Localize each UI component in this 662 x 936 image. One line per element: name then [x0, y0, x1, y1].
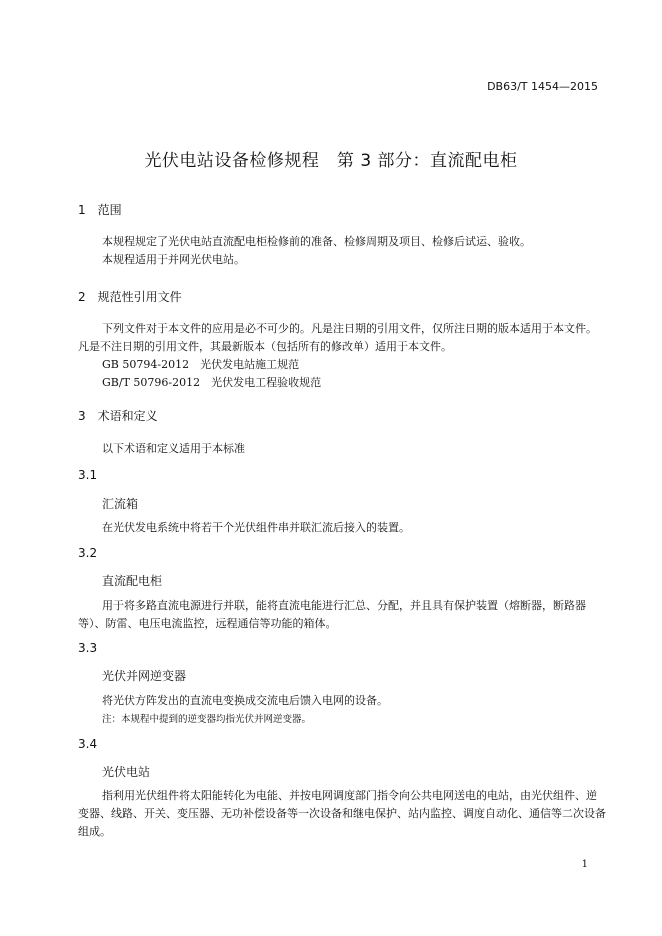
term-number: 3.3 [78, 641, 98, 655]
term-definition: 指利用光伏组件将太阳能转化为电能、并按电网调度部门指令向公共电网送电的电站，由光伏组件、逆变器、线路、开关、变压器、无功补偿设备等一次设备和继电保护、站内监控、调度自动化、通信等二次设备组成。 [78, 789, 606, 838]
term-definition: 用于将多路直流电源进行并联，能将直流电能进行汇总、分配，并且具有保护装置（熔断器，断路器等）、防雷、电压电流监控，远程通信等功能的箱体。 [78, 599, 586, 630]
term-definition: 在光伏发电系统中将若干个光伏组件串并联汇流后接入的装置。 [102, 521, 410, 534]
page-title: 光伏电站设备检修规程 第 3 部分：直流配电柜 [144, 151, 518, 171]
term-title: 汇流箱 [102, 497, 139, 511]
term-number: 3.2 [78, 546, 98, 560]
term-number: 3.4 [78, 737, 98, 751]
page-number: 1 [581, 859, 588, 870]
paragraph: 本规程规定了光伏电站直流配电柜检修前的准备、检修周期及项目、检修后试运、验收。 [102, 235, 531, 248]
note: 注：本规程中提到的逆变器均指光伏并网逆变器。 [102, 714, 312, 725]
section-heading-terms: 3 术语和定义 [78, 409, 158, 423]
reference-item: GB 50794-2012 光伏发电站施工规范 [102, 358, 300, 371]
term-title: 直流配电柜 [102, 574, 163, 588]
term-title: 光伏并网逆变器 [102, 669, 187, 683]
document-code: DB63/T 1454—2015 [487, 80, 598, 93]
section-heading-normative-references: 2 规范性引用文件 [78, 290, 182, 304]
paragraph: 下列文件对于本文件的应用是必不可少的。凡是注日期的引用文件，仅所注日期的版本适用于本文件。凡是不注日期的引用文件，其最新版本（包括所有的修改单）适用于本文件。 [78, 322, 597, 353]
section-heading-scope: 1 范围 [78, 203, 122, 217]
paragraph: 以下术语和定义适用于本标准 [102, 442, 245, 455]
reference-item: GB/T 50796-2012 光伏发电工程验收规范 [102, 376, 322, 389]
term-number: 3.1 [78, 468, 98, 482]
paragraph: 本规程适用于并网光伏电站。 [102, 253, 245, 266]
term-title: 光伏电站 [102, 765, 151, 779]
term-definition: 将光伏方阵发出的直流电变换成交流电后馈入电网的设备。 [102, 694, 388, 707]
